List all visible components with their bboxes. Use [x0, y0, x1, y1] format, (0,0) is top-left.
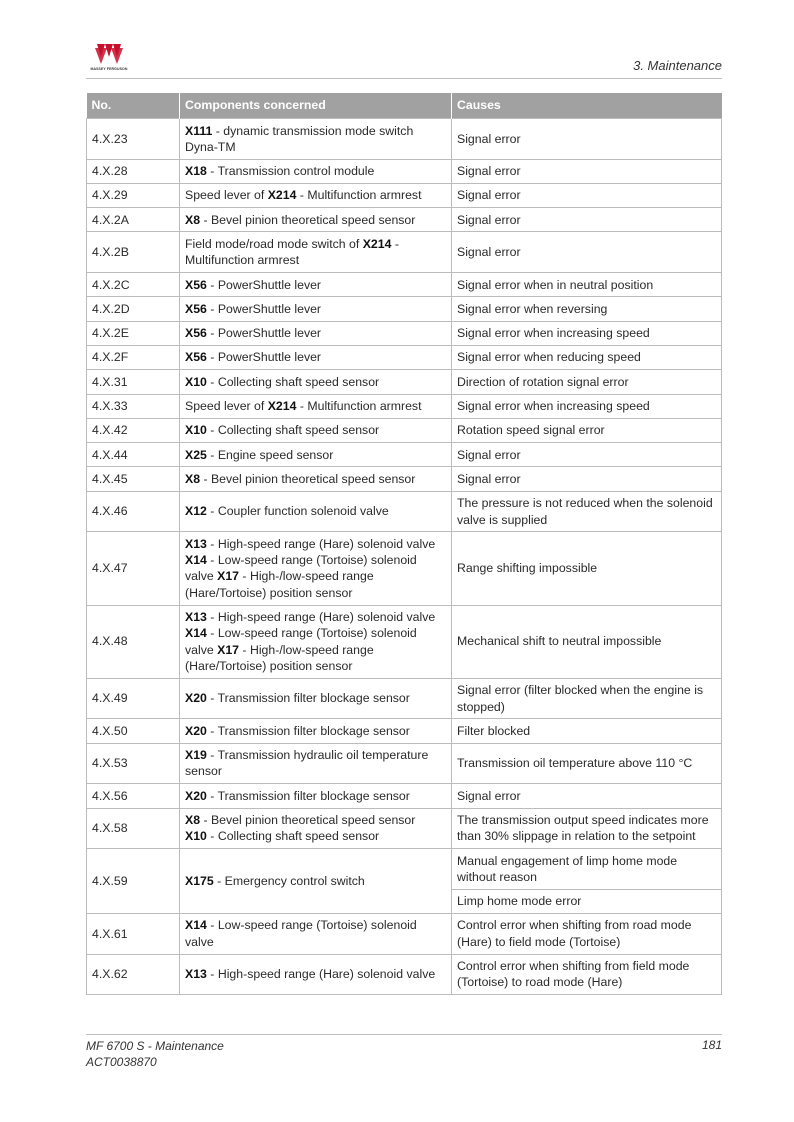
cell-code-number: 4.X.50 [87, 719, 180, 743]
table-row [87, 159, 722, 183]
cell-component [180, 467, 452, 491]
component-description: - Low-speed range (Tortoise) solenoid valve [185, 553, 417, 584]
component-description: - High-/low-speed range (Hare/Tortoise) position sensor [185, 642, 374, 673]
cell-cause: Signal error [452, 208, 722, 232]
cell-cause: Signal error [452, 443, 722, 467]
cell-cause: Control error when shifting from field mode (Tortoise) to road mode (Hare) [452, 954, 722, 995]
component-prefix: Speed lever of [185, 399, 268, 414]
cell-cause: Signal error when reducing speed [452, 345, 722, 369]
table-row [87, 532, 722, 605]
component-description: - Multifunction armrest [296, 399, 422, 414]
component-description: - Transmission filter blockage sensor [206, 691, 410, 706]
footer-divider [86, 1034, 722, 1035]
cell-component [180, 370, 452, 394]
cell-cause: Signal error [452, 183, 722, 207]
column-header-no: No. [87, 93, 180, 119]
table-row [87, 418, 722, 442]
cell-component [180, 913, 452, 954]
table-row [87, 273, 722, 297]
component-code: X111 [185, 123, 213, 138]
cell-component [180, 784, 452, 808]
column-header-components: Components concerned [180, 93, 452, 119]
header-divider [86, 78, 722, 79]
cell-component [180, 297, 452, 321]
component-description: - PowerShuttle lever [206, 326, 322, 341]
component-code: X17 [217, 642, 240, 657]
cell-code-number: 4.X.31 [87, 370, 180, 394]
component-code: X20 [185, 788, 207, 803]
cell-code-number: 4.X.29 [87, 183, 180, 207]
component-description: - PowerShuttle lever [206, 301, 322, 316]
cell-code-number: 4.X.59 [87, 849, 180, 914]
component-description: - High-speed range (Hare) solenoid valve [206, 610, 436, 625]
component-code: X8 [185, 212, 201, 227]
component-description: - Collecting shaft speed sensor [206, 374, 380, 389]
cell-code-number: 4.X.2F [87, 345, 180, 369]
cell-code-number: 4.X.49 [87, 678, 180, 719]
table-row [87, 913, 722, 954]
component-description: - Multifunction armrest [296, 188, 422, 203]
component-description: - PowerShuttle lever [206, 350, 322, 365]
footer-doc-info [86, 1038, 224, 1070]
component-code: X8 [185, 813, 201, 827]
cell-component [180, 491, 452, 532]
cell-cause: Signal error [452, 232, 722, 273]
table-header-row [87, 93, 722, 119]
column-header-causes: Causes [452, 93, 722, 119]
cell-cause: Direction of rotation signal error [452, 370, 722, 394]
table-row [87, 467, 722, 491]
cell-code-number: 4.X.42 [87, 418, 180, 442]
cell-cause: Rotation speed signal error [452, 418, 722, 442]
cell-component [180, 345, 452, 369]
table-row [87, 297, 722, 321]
component-code: X8 [185, 471, 201, 486]
cell-code-number: 4.X.56 [87, 784, 180, 808]
component-code: X25 [185, 447, 207, 462]
cell-cause: Signal error when increasing speed [452, 394, 722, 418]
component-description: - Transmission filter blockage sensor [206, 788, 410, 803]
component-code: X10 [185, 829, 207, 844]
component-description: - PowerShuttle lever [206, 277, 322, 292]
table-row [87, 394, 722, 418]
brand-text: MASSEY FERGUSON [90, 67, 128, 71]
cell-code-number: 4.X.46 [87, 491, 180, 532]
table-row [87, 370, 722, 394]
table-body [87, 119, 722, 995]
component-prefix: Field mode/road mode switch of [185, 236, 363, 251]
cell-code-number: 4.X.33 [87, 394, 180, 418]
component-description: - Bevel pinion theoretical speed sensor [200, 471, 416, 486]
component-code: X14 [185, 918, 207, 933]
cell-component [180, 743, 452, 784]
cell-component [180, 159, 452, 183]
cell-component [180, 119, 452, 160]
cell-code-number: 4.X.58 [87, 808, 180, 849]
table-row [87, 345, 722, 369]
footer-doc-title: MF 6700 S - Maintenance [86, 1039, 224, 1053]
table-row [87, 208, 722, 232]
table-row [87, 719, 722, 743]
cell-component [180, 954, 452, 995]
cell-cause: Signal error when in neutral position [452, 273, 722, 297]
cell-code-number: 4.X.2C [87, 273, 180, 297]
cell-cause: The pressure is not reduced when the solenoid valve is supplied [452, 491, 722, 532]
component-code: X14 [185, 626, 207, 641]
component-code: X214 [267, 399, 297, 414]
table-row [87, 784, 722, 808]
cell-code-number: 4.X.47 [87, 532, 180, 605]
table-row [87, 808, 722, 849]
cell-component [180, 443, 452, 467]
cell-cause: Mechanical shift to neutral impossible [452, 605, 722, 678]
component-description: - Transmission hydraulic oil temperature sensor [185, 748, 429, 779]
component-code: X20 [185, 723, 207, 738]
component-code: X13 [185, 967, 207, 982]
cell-cause: Signal error when increasing speed [452, 321, 722, 345]
component-description: - Coupler function solenoid valve [206, 504, 389, 519]
component-code: X20 [185, 691, 207, 706]
maintenance-codes-table [86, 93, 722, 995]
cell-code-number: 4.X.28 [87, 159, 180, 183]
cell-code-number: 4.X.48 [87, 605, 180, 678]
table-row [87, 183, 722, 207]
component-description: - Collecting shaft speed sensor [206, 829, 380, 844]
cell-cause: Signal error [452, 784, 722, 808]
component-code: X56 [185, 277, 207, 292]
cell-component [180, 605, 452, 678]
cell-code-number: 4.X.2B [87, 232, 180, 273]
footer-doc-code: ACT0038870 [86, 1055, 157, 1069]
table-row [87, 321, 722, 345]
cell-code-number: 4.X.61 [87, 913, 180, 954]
component-description: - dynamic transmission mode switch Dyna-TM [185, 123, 414, 154]
component-code: X56 [185, 301, 207, 316]
component-description: - Low-speed range (Tortoise) solenoid valve [185, 918, 417, 949]
table-row [87, 678, 722, 719]
cell-component [180, 849, 452, 914]
component-code: X214 [362, 236, 392, 251]
cell-component [180, 208, 452, 232]
cell-cause: Manual engagement of limp home mode without reason [452, 849, 722, 890]
cell-cause: Signal error [452, 467, 722, 491]
component-code: X214 [267, 188, 297, 203]
component-description: - High-speed range (Hare) solenoid valve [206, 967, 436, 982]
cell-cause: Signal error [452, 159, 722, 183]
cell-code-number: 4.X.23 [87, 119, 180, 160]
component-code: X56 [185, 326, 207, 341]
component-description: - High-/low-speed range (Hare/Tortoise) position sensor [185, 569, 374, 600]
component-code: X18 [185, 164, 207, 179]
component-code: X10 [185, 423, 207, 438]
component-code: X13 [185, 610, 207, 625]
cell-code-number: 4.X.45 [87, 467, 180, 491]
table-row [87, 605, 722, 678]
cell-cause: Filter blocked [452, 719, 722, 743]
component-description: - Transmission control module [206, 164, 375, 179]
component-code: X56 [185, 350, 207, 365]
component-description: - Bevel pinion theoretical speed sensor [200, 212, 416, 227]
cell-code-number: 4.X.44 [87, 443, 180, 467]
component-description: - Engine speed sensor [206, 447, 334, 462]
table-row [87, 232, 722, 273]
table-row [87, 491, 722, 532]
cell-component [180, 808, 452, 849]
cell-component [180, 321, 452, 345]
component-code: X10 [185, 374, 207, 389]
cell-cause: Control error when shifting from road mode (Hare) to field mode (Tortoise) [452, 913, 722, 954]
cell-component [180, 678, 452, 719]
table-row [87, 954, 722, 995]
table-row [87, 443, 722, 467]
cell-cause: Signal error when reversing [452, 297, 722, 321]
component-description: - Low-speed range (Tortoise) solenoid valve [185, 626, 417, 657]
cell-cause: Signal error [452, 119, 722, 160]
component-description: - High-speed range (Hare) solenoid valve [206, 536, 436, 551]
component-description: - Collecting shaft speed sensor [206, 423, 380, 438]
component-code: X19 [185, 748, 207, 763]
component-code: X13 [185, 536, 207, 551]
component-description: - Emergency control switch [213, 873, 365, 888]
cell-code-number: 4.X.2E [87, 321, 180, 345]
cell-cause: The transmission output speed indicates more than 30% slippage in relation to the setpoint [452, 808, 722, 849]
cell-cause: Limp home mode error [452, 889, 722, 913]
table-row [87, 849, 722, 890]
cell-component [180, 394, 452, 418]
component-description: - Multifunction armrest [185, 236, 399, 268]
table-row [87, 119, 722, 160]
cell-component [180, 532, 452, 605]
cell-component [180, 232, 452, 273]
section-title: 3. Maintenance [633, 58, 722, 73]
page-number: 181 [701, 1038, 722, 1052]
component-code: X14 [185, 553, 207, 568]
triple-triangle-logo-icon [84, 42, 134, 68]
cell-code-number: 4.X.62 [87, 954, 180, 995]
component-description: - Bevel pinion theoretical speed sensor [200, 813, 416, 827]
component-prefix: Speed lever of [185, 188, 268, 203]
component-code: X175 [185, 873, 214, 888]
cell-component [180, 418, 452, 442]
cell-code-number: 4.X.2D [87, 297, 180, 321]
cell-component [180, 719, 452, 743]
cell-component [180, 273, 452, 297]
component-description: - Transmission filter blockage sensor [206, 723, 410, 738]
component-code: X12 [185, 504, 207, 519]
cell-cause: Range shifting impossible [452, 532, 722, 605]
cell-code-number: 4.X.2A [87, 208, 180, 232]
cell-cause: Signal error (filter blocked when the engine is stopped) [452, 678, 722, 719]
table-row [87, 743, 722, 784]
cell-component [180, 183, 452, 207]
cell-code-number: 4.X.53 [87, 743, 180, 784]
component-code: X17 [217, 569, 240, 584]
cell-cause: Transmission oil temperature above 110 °C [452, 743, 722, 784]
